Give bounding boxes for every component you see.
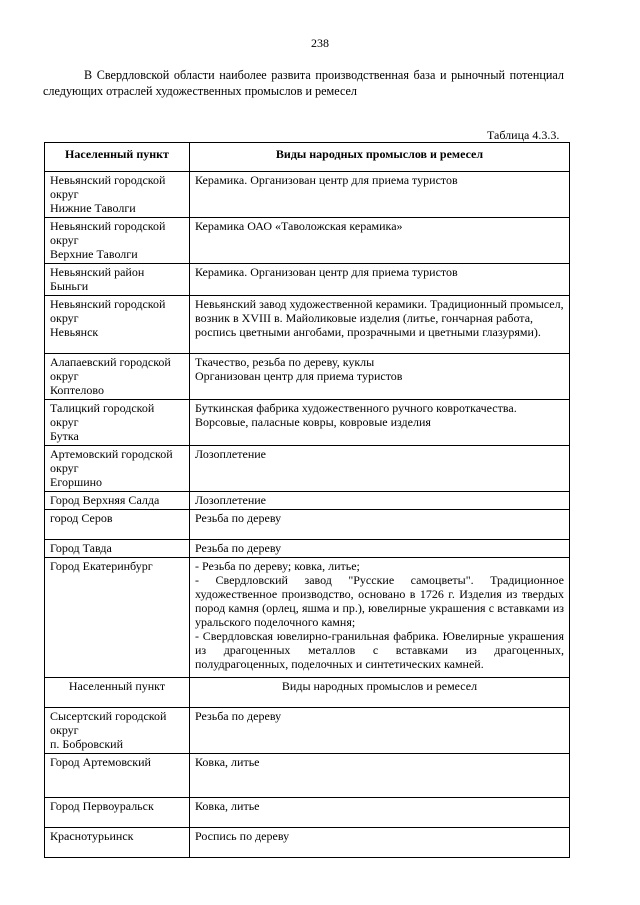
header-settlement: Населенный пункт xyxy=(45,143,190,172)
table-row xyxy=(45,492,570,510)
crafts-cell: Резьба по дереву xyxy=(190,540,570,558)
crafts-cell: Резьба по дереву xyxy=(190,510,570,540)
table-header-row xyxy=(45,143,570,172)
table-row xyxy=(45,540,570,558)
table-row xyxy=(45,828,570,858)
table-caption: Таблица 4.3.3. xyxy=(487,128,560,142)
crafts-cell: Резьба по дереву xyxy=(190,708,570,754)
settlement-cell: Невьянский городской округ Невьянск xyxy=(45,296,190,354)
crafts-cell: Керамика. Организован центр для приема туристов xyxy=(190,172,570,218)
crafts-cell: Ковка, литье xyxy=(190,754,570,798)
crafts-cell: Невьянский завод художественной керамики. Традиционный промысел, возник в XVIII в. Майоликовые изделия (литье, гончарная работа, роспись цветными ангобами, прозрачными и цветными глазурями). xyxy=(190,296,570,354)
crafts-cell: Керамика ОАО «Таволожская керамика» xyxy=(190,218,570,264)
table-row xyxy=(45,558,570,678)
settlement-cell: Краснотурьинск xyxy=(45,828,190,858)
crafts-cell: Ковка, литье xyxy=(190,798,570,828)
crafts-cell: Буткинская фабрика художественного ручного ковроткачества. Ворсовые, паласные ковры, ковровые изделия xyxy=(190,400,570,446)
crafts-table xyxy=(44,142,570,858)
table-row xyxy=(45,172,570,218)
table-row xyxy=(45,510,570,540)
table-row xyxy=(45,754,570,798)
table-row xyxy=(45,400,570,446)
table-row xyxy=(45,218,570,264)
settlement-cell: Город Екатеринбург xyxy=(45,558,190,678)
crafts-cell: Керамика. Организован центр для приема туристов xyxy=(190,264,570,296)
table-row xyxy=(45,708,570,754)
settlement-cell: Город Артемовский xyxy=(45,754,190,798)
table-row xyxy=(45,296,570,354)
settlement-cell: Талицкий городской округ Бутка xyxy=(45,400,190,446)
crafts-cell: Ткачество, резьба по дереву, куклы Организован центр для приема туристов xyxy=(190,354,570,400)
settlement-cell: Невьянский городской округ Верхние Таволги xyxy=(45,218,190,264)
repeated-header-row xyxy=(45,678,570,708)
crafts-cell: Лозоплетение xyxy=(190,492,570,510)
settlement-cell: Артемовский городской округ Егоршино xyxy=(45,446,190,492)
settlement-cell: Город Верхняя Салда xyxy=(45,492,190,510)
crafts-cell: - Резьба по дереву; ковка, литье; - Свердловский завод "Русские самоцветы". Традиционное художественное производство, основано в 1726 г. Изделия из твердых пород камня (орлец, яшма и пр.), ювелирные украшения с вставками из уральского поделочного камня; - Свердловская ювелирно-гранильная фабрика. Ювелирные украшения из драгоценных металлов с вставками из драгоценных, полудрагоценных, поделочных и синтетических камней. xyxy=(190,558,570,678)
settlement-cell: город Серов xyxy=(45,510,190,540)
intro-paragraph: В Свердловской области наиболее развита производственная база и рыночный потенциал следующих отраслей художественных промыслов и ремесел xyxy=(43,68,564,98)
crafts-cell: Лозоплетение xyxy=(190,446,570,492)
table-row xyxy=(45,354,570,400)
header-crafts: Виды народных промыслов и ремесел xyxy=(190,143,570,172)
header-settlement-repeat: Населенный пункт xyxy=(45,678,190,708)
settlement-cell: Город Тавда xyxy=(45,540,190,558)
settlement-cell: Алапаевский городской округ Коптелово xyxy=(45,354,190,400)
crafts-cell: Роспись по дереву xyxy=(190,828,570,858)
settlement-cell: Город Первоуральск xyxy=(45,798,190,828)
settlement-cell: Невьянский район Быньги xyxy=(45,264,190,296)
settlement-cell: Сысертский городской округ п. Бобровский xyxy=(45,708,190,754)
header-crafts-repeat: Виды народных промыслов и ремесел xyxy=(190,678,570,708)
table-row xyxy=(45,798,570,828)
settlement-cell: Невьянский городской округ Нижние Таволги xyxy=(45,172,190,218)
table-row xyxy=(45,446,570,492)
table-row xyxy=(45,264,570,296)
page-number: 238 xyxy=(311,36,329,50)
